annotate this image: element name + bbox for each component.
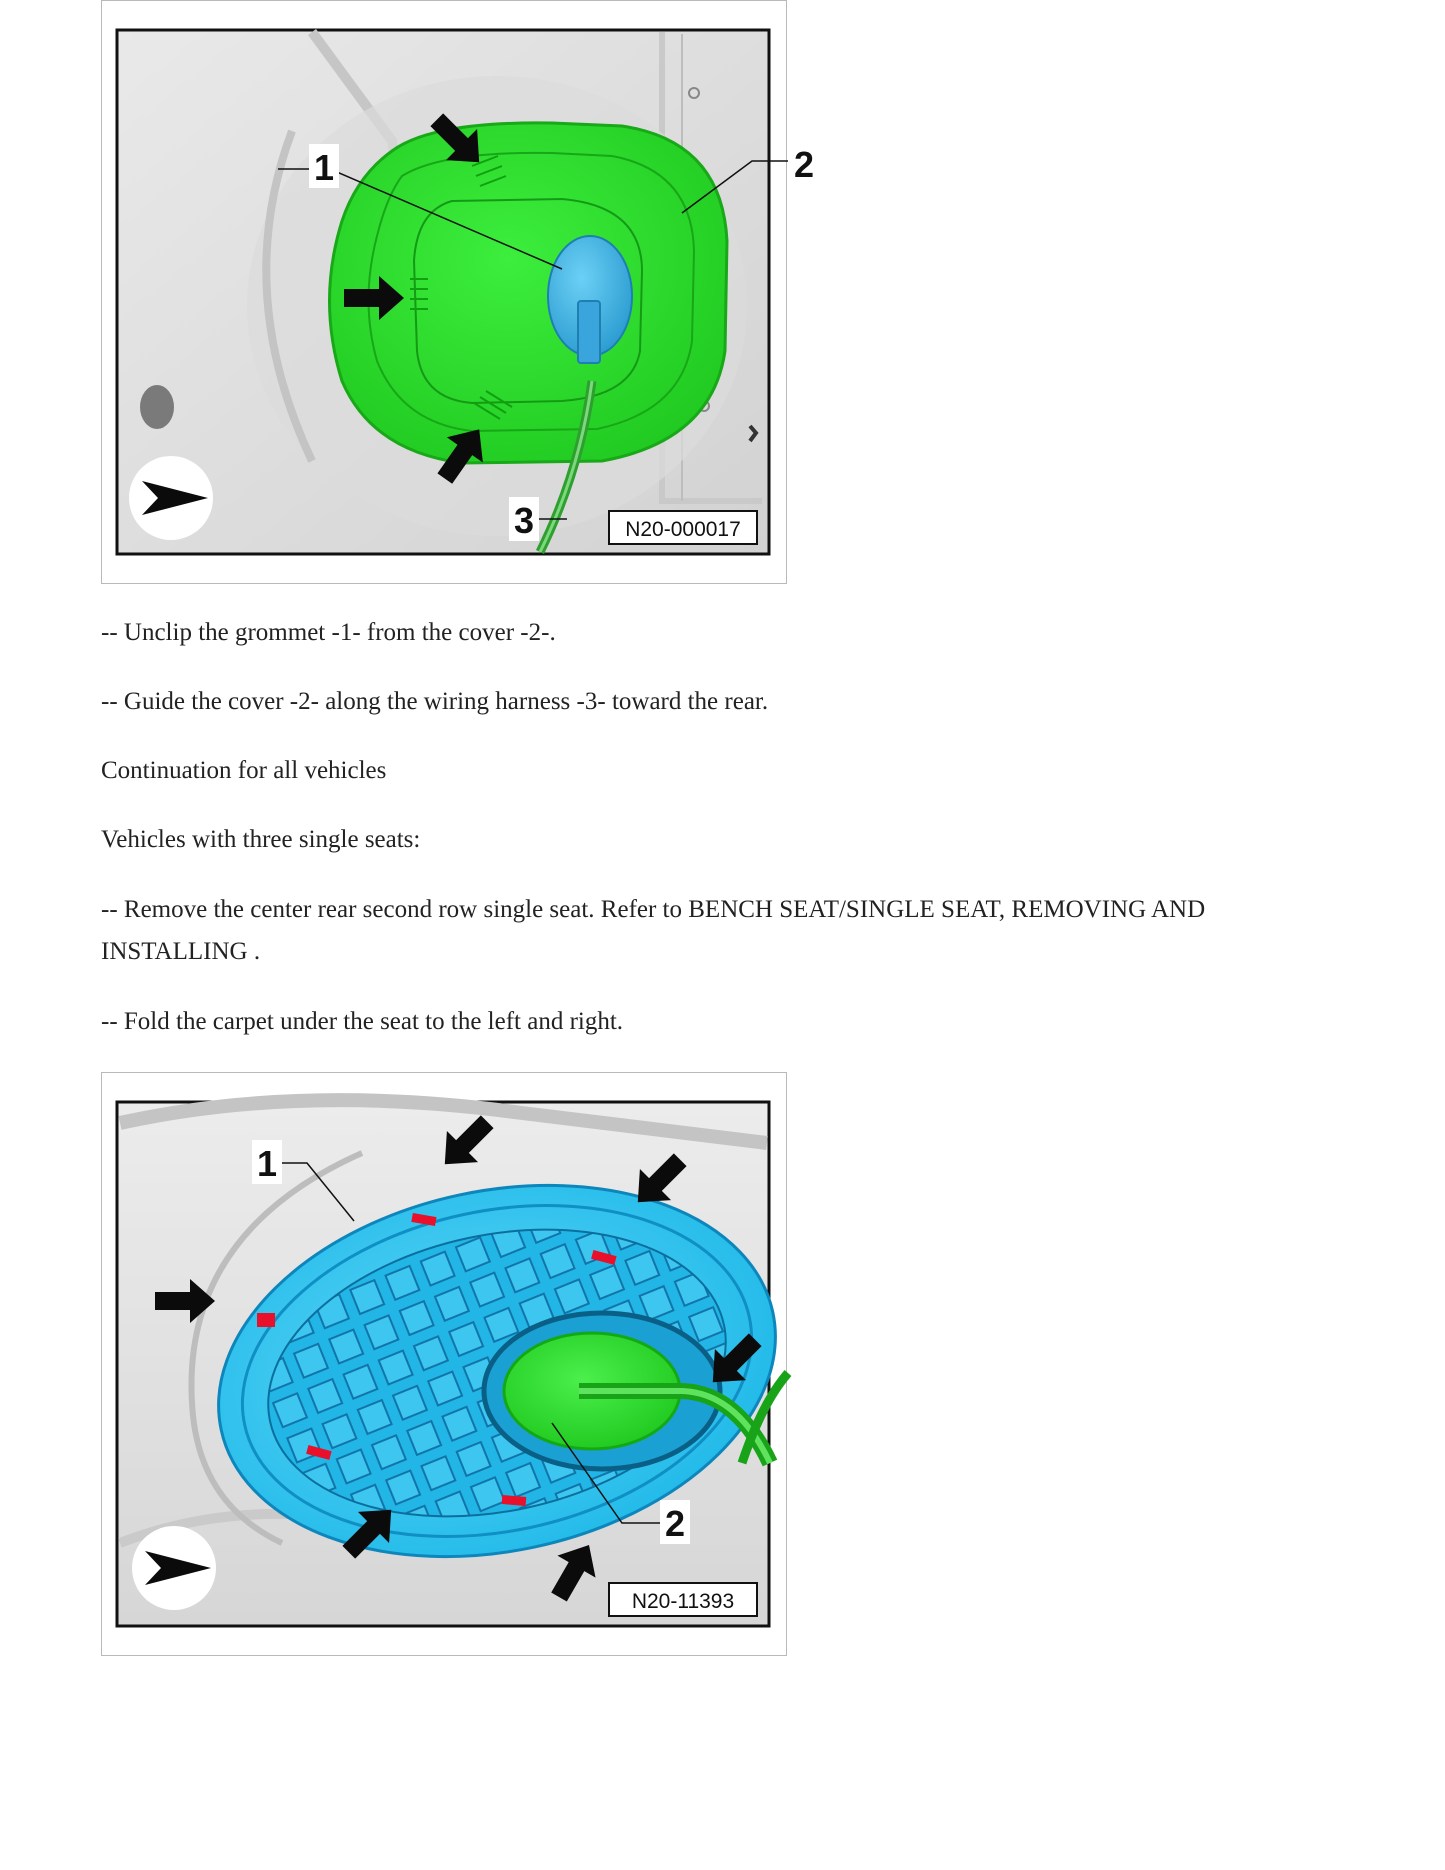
- callout-1: 1: [313, 147, 335, 188]
- figure-illustration: [102, 1, 815, 585]
- instruction-remove-seat: -- Remove the center rear second row single seat. Refer to BENCH SEAT/SINGLE SEAT, REMOVING AND INSTALLING .: [101, 896, 1206, 965]
- instruction-guide-cover: -- Guide the cover -2- along the wiring harness -3- toward the rear.: [101, 688, 769, 715]
- section-continuation: Continuation for all vehicles: [101, 757, 387, 784]
- callout-1: 1: [256, 1143, 278, 1184]
- callout-2: 2: [664, 1503, 686, 1544]
- figure-n20-11393: [101, 1072, 787, 1656]
- instruction-fold-carpet: -- Fold the carpet under the seat to the left and right.: [101, 1008, 624, 1035]
- figure-illustration: [102, 1073, 788, 1657]
- callout-2: 2: [793, 144, 815, 185]
- section-three-single-seats: Vehicles with three single seats:: [101, 826, 421, 853]
- instruction-unclip-grommet: -- Unclip the grommet -1- from the cover -2-.: [101, 619, 556, 646]
- view-direction-arrow-icon: [129, 456, 213, 540]
- figure-n20-000017: [101, 0, 815, 584]
- figure-code: N20-11393: [631, 1590, 735, 1613]
- callout-3: 3: [513, 500, 535, 541]
- view-direction-arrow-icon: [132, 1526, 216, 1610]
- figure-code: N20-000017: [625, 518, 741, 541]
